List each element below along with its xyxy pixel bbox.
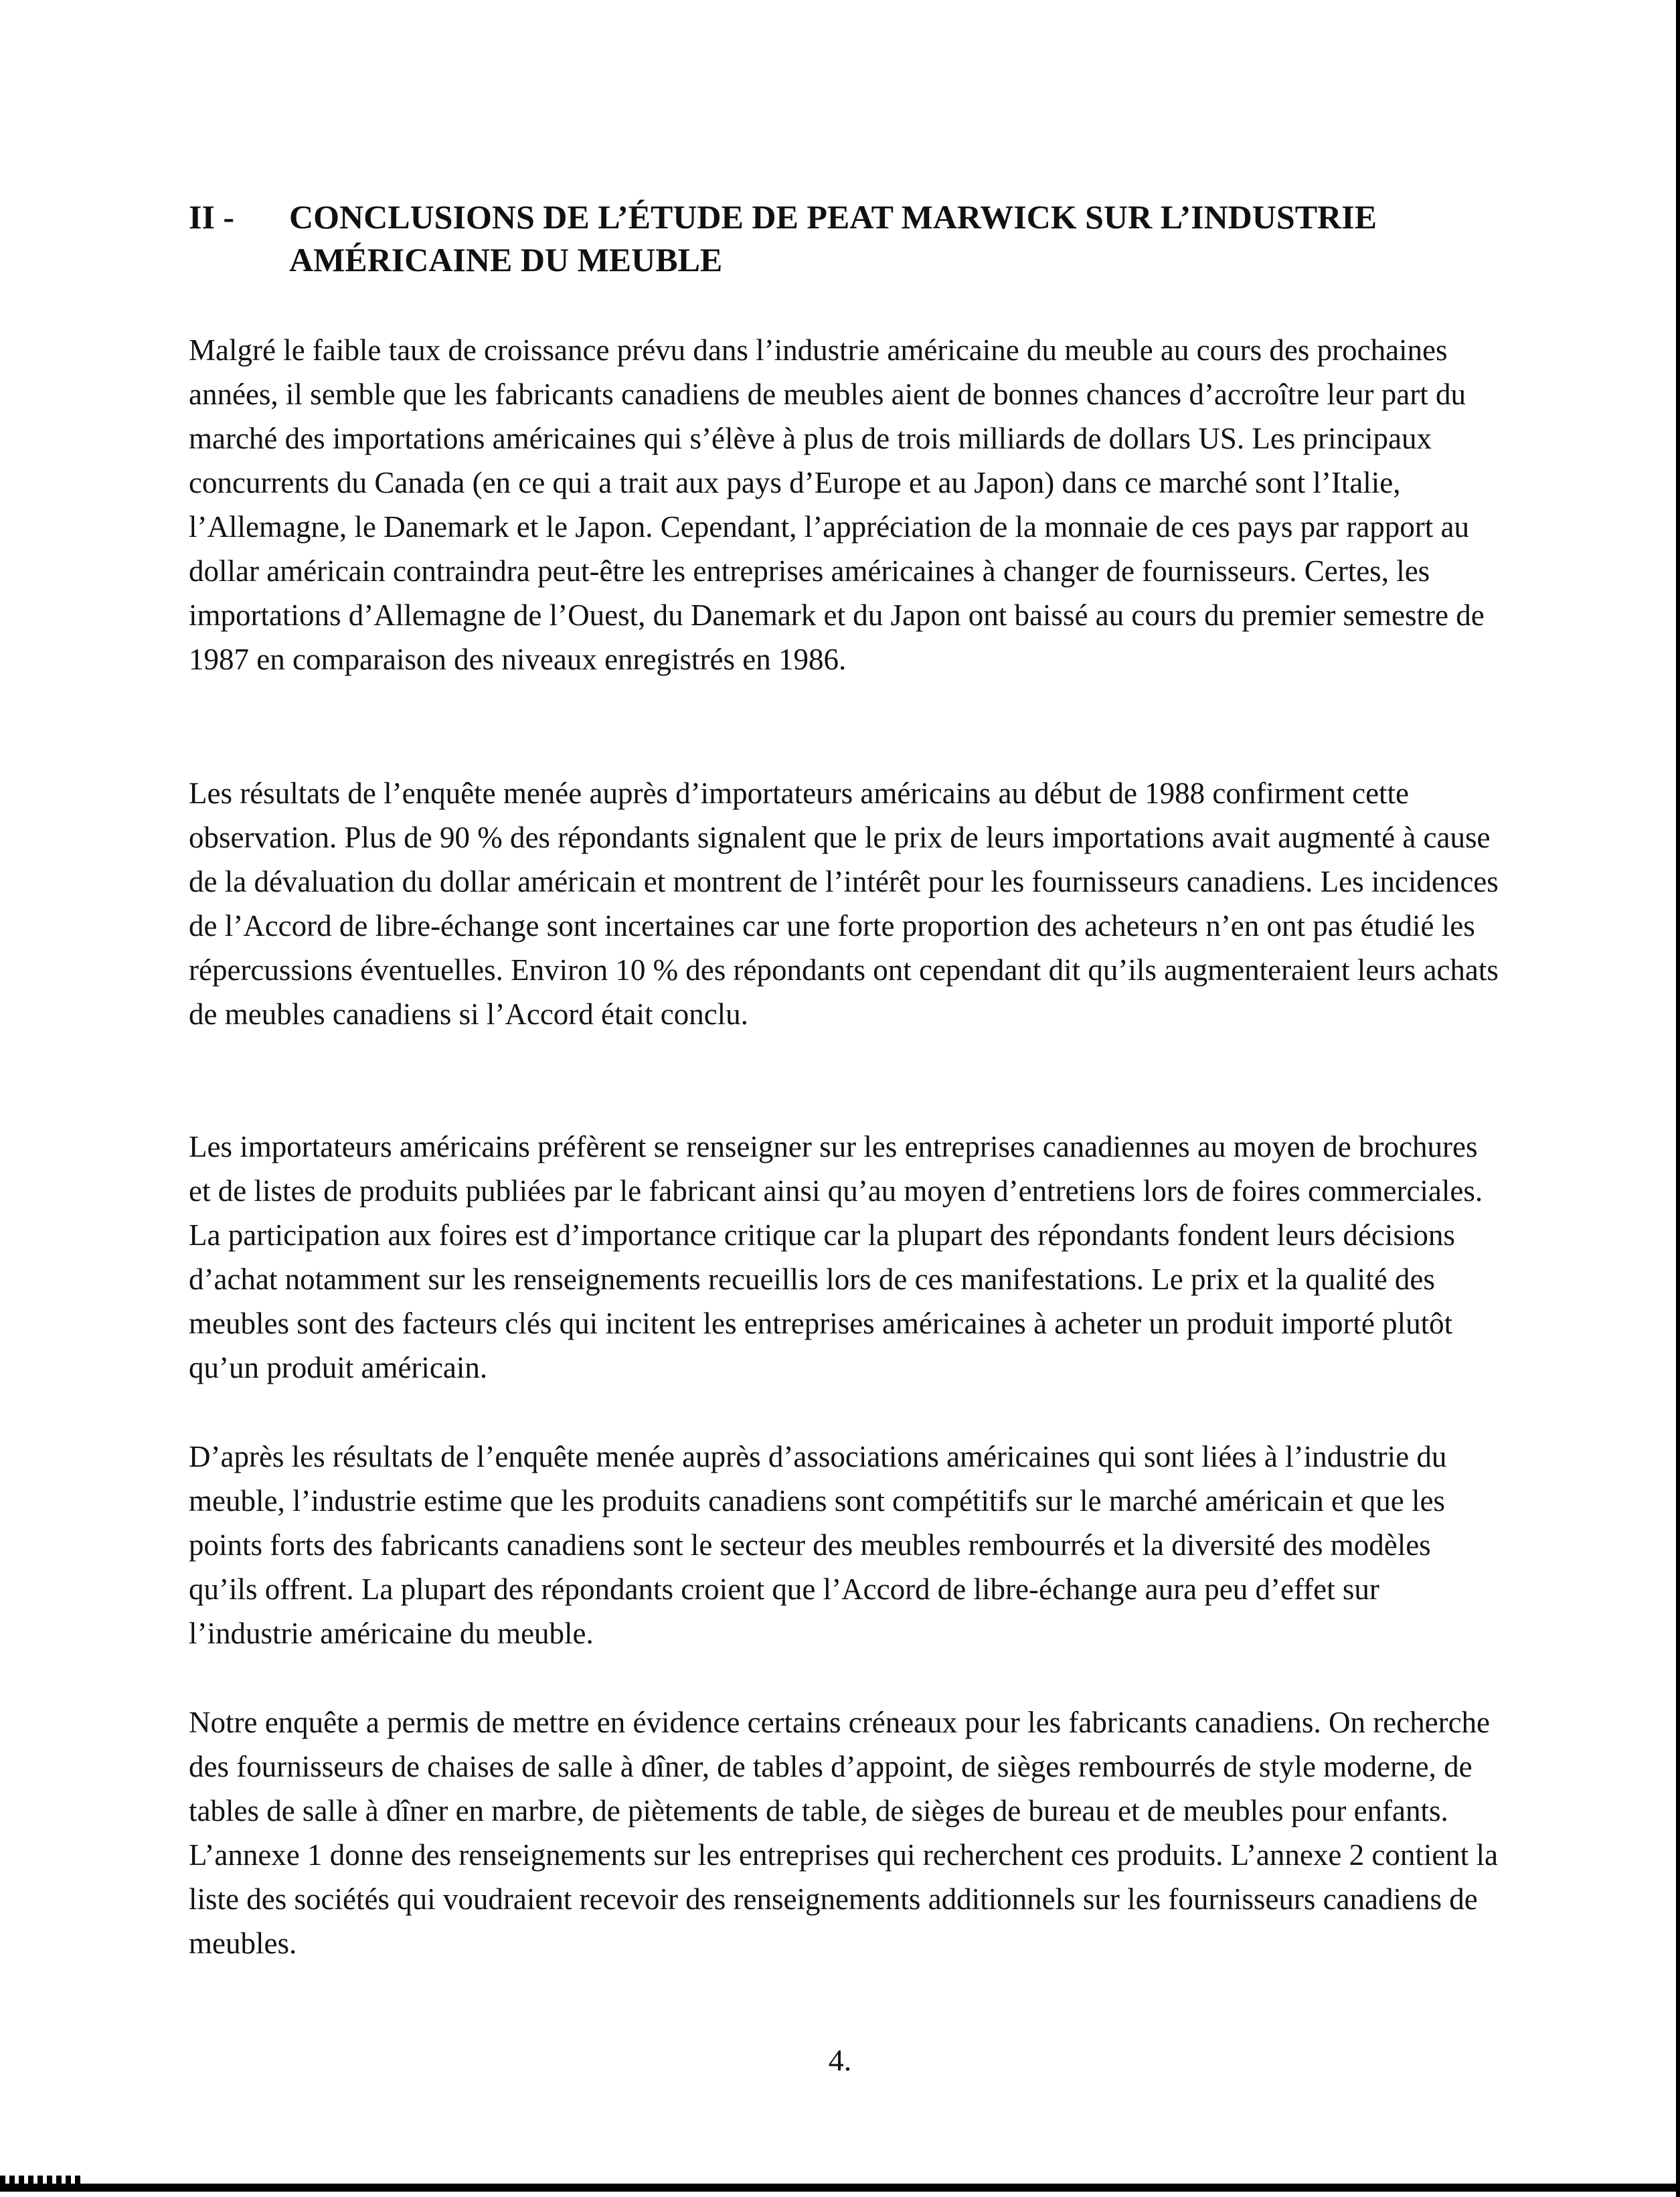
paragraph-3: Les importateurs américains préfèrent se renseigner sur les entreprises canadiennes au moyen de brochures et de listes de produits publiées par le fabricant ainsi qu’au moyen d’entretiens lors de foires commerciales. La participation aux foires est d’importance critique car la plupart des répondants fondent leurs décisions d’achat notamment sur les renseignements recueillis lors de ces manifestations. Le prix et la qualité des meubles sont des facteurs clés qui incitent les entreprises américaines à acheter un produit importé plutôt qu’un produit américain. bbox=[189, 1130, 1483, 1384]
paragraph-2: Les résultats de l’enquête menée auprès d’importateurs américains au début de 1988 confirment cette observation. Plus de 90 % des répondants signalent que le prix de leurs importations avait augmenté à cause de la dévaluation du dollar américain et montrent de l’intérêt pour les fournisseurs canadiens. Les incidences de l’Accord de libre-échange sont incertaines car une forte proportion des acheteurs n’en ont pas étudié les répercussions éventuelles. Environ 10 % des répondants ont cependant dit qu’ils augmenteraient leurs achats de meubles canadiens si l’Accord était conclu. bbox=[189, 777, 1499, 1031]
page-number: 4. bbox=[828, 2043, 852, 2077]
section-title-line-1: CONCLUSIONS DE L’ÉTUDE DE PEAT MARWICK SUR L’INDUSTRIE bbox=[289, 198, 1377, 236]
right-edge-border bbox=[1676, 0, 1680, 2197]
bottom-edge-border bbox=[0, 2184, 1680, 2192]
scan-artifact bbox=[0, 2176, 80, 2184]
section-number: II - bbox=[189, 198, 235, 236]
section-heading bbox=[189, 195, 1527, 281]
paragraph-5: Notre enquête a permis de mettre en évidence certains créneaux pour les fabricants canadiens. On recherche des fournisseurs de chaises de salle à dîner, de tables d’appoint, de sièges rembourrés de style moderne, de tables de salle à dîner en marbre, de piètements de table, de sièges de bureau et de meubles pour enfants. L’annexe 1 donne des renseignements sur les entreprises qui recherchent ces produits. L’annexe 2 contient la liste des sociétés qui voudraient recevoir des renseignements additionnels sur les fournisseurs canadiens de meubles. bbox=[189, 1706, 1499, 1960]
paragraph-4: D’après les résultats de l’enquête menée auprès d’associations américaines qui sont liées à l’industrie du meuble, l’industrie estime que les produits canadiens sont compétitifs sur le marché américain et que les points forts des fabricants canadiens sont le secteur des meubles rembourrés et la diversité des modèles qu’ils offrent. La plupart des répondants croient que l’Accord de libre-échange aura peu d’effet sur l’industrie américaine du meuble. bbox=[189, 1440, 1447, 1650]
section-title-line-2: AMÉRICAINE DU MEUBLE bbox=[289, 241, 723, 278]
paragraph-1: Malgré le faible taux de croissance prévu dans l’industrie américaine du meuble au cours des prochaines années, il semble que les fabricants canadiens de meubles aient de bonnes chances d’accroître leur part du marché des importations américaines qui s’élève à plus de trois milliards de dollars US. Les principaux concurrents du Canada (en ce qui a trait aux pays d’Europe et au Japon) dans ce marché sont l’Italie, l’Allemagne, le Danemark et le Japon. Cependant, l’appréciation de la monnaie de ces pays par rapport au dollar américain contraindra peut-être les entreprises américaines à changer de fournisseurs. Certes, les importations d’Allemagne de l’Ouest, du Danemark et du Japon ont baissé au cours du premier semestre de 1987 en comparaison des niveaux enregistrés en 1986. bbox=[189, 333, 1485, 676]
section-title bbox=[289, 195, 1527, 281]
